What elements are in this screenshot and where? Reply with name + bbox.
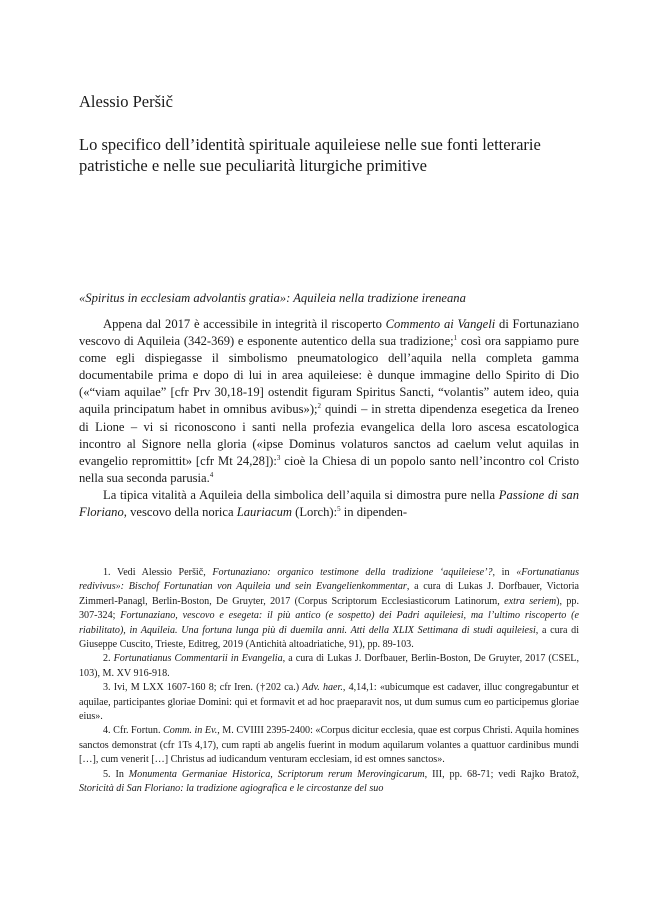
footnote-ref-4[interactable]: 4 <box>209 470 214 479</box>
text-run: , a cura di Giuseppe Cuscito, Trieste, Editreg, 2019 (Antichità altoadriatiche, 91), pp. 89-103. <box>79 624 579 651</box>
italic-text-run: Fortunatianus Commentarii in Evangelia <box>113 653 283 665</box>
author-name: Alessio Peršič <box>79 92 173 111</box>
text-run: di Fortunaziano vescovo di Aquileia (342-369) e esponente autentico della sua tradizione; <box>79 317 580 349</box>
text-run: , a cura di Lukas J. Dorfbauer, Victoria Zimmerl-Panagl, Berlin-Boston, De Gruyter, 2017 (Corpus Scriptorum Ecclesiasticorum Latinorum, <box>79 581 579 607</box>
italic-text-run: Comm. in Ev. <box>163 725 218 737</box>
text-run: , in <box>492 567 517 578</box>
text-run: (Lorch): <box>292 505 338 520</box>
text-run: quindi – in stretta dipendenza esegetica da Ireneo di Lione – vi si riconoscono i santi nella profezia evangelica della loro ascesa escatologica incontro al Signore nella gloria («ipse Dominus volaturos sanctos ad caelum velut aquilas in evangelio repromittit» [cfr Mt 24,28]): <box>79 402 579 468</box>
footnote-ref-3[interactable]: 3 <box>276 453 281 462</box>
italic-text-run: Commento ai Vangeli <box>385 317 496 331</box>
text-run: , III, pp. 68-71; vedi Rajko Bratož, <box>424 768 579 780</box>
body-text <box>79 316 579 521</box>
italic-text-run: Fortunaziano, vescovo e esegeta: il più antico (e sospetto) dei Padri aquileiesi, ma l’ultimo riscoperto (e riabilitato), in Aquileia. Una fortuna lunga più di duemila anni. Atti della XLIX Settimana di studi aquileiesi <box>79 610 579 636</box>
footnote-4 <box>79 724 579 767</box>
text-run: Appena dal 2017 è accessibile in integrità il riscoperto <box>103 317 386 331</box>
italic-text-run: «Fortunatianus redivivus»: Bischof Fortunatian von Aquileia und sein Evangelienkommentar <box>79 567 579 593</box>
footnote-5 <box>79 768 579 797</box>
text-run: , 4,14,1: «ubicumque est cadaver, illuc congregabuntur et aquilae, participantes gloriae Domini: qui et formavit et ad hoc praeparavit nos, ut dum sumus cum eo participemus gloriae eius». <box>79 682 579 723</box>
text-run: 2. <box>103 653 114 665</box>
footnote-3 <box>79 681 579 724</box>
text-run: 4. Cfr. Fortun. <box>103 725 164 737</box>
italic-text-run: Storicità di San Floriano: la tradizione agiografica e le circostanze del suo <box>79 783 384 795</box>
footnote-2 <box>79 652 579 681</box>
text-run: ), pp. 307-324; <box>79 595 579 622</box>
text-run: cioè la Chiesa di un popolo santo nell’incontro col Cristo nella sua seconda parusia. <box>79 453 579 485</box>
text-run: , M. CVIIII 2395-2400: «Corpus dicitur ecclesia, quae est corpus Christi. Aquila homines sanctos demonstrat (cfr 1Ts 4,17), cum rapti ab angelis fuerint in modum aquilarum volantes a quattuor cardinibus mundi […], cum venerit […] Christus ad iudicandum venturam ecclesiam, id est omnes sanctos». <box>79 725 579 766</box>
body-paragraph-2 <box>79 487 579 521</box>
italic-text-run: extra seriem <box>504 595 557 607</box>
text-run: 1. Vedi Alessio Peršič, <box>103 567 213 578</box>
italic-text-run: Passione di san Floriano <box>79 487 579 520</box>
footnote-1 <box>79 566 579 652</box>
italic-text-run: Lauriacum <box>236 505 293 520</box>
body-paragraph-1 <box>79 316 579 487</box>
footnote-ref-5[interactable]: 5 <box>337 504 341 513</box>
text-run: così ora sappiamo pure come egli dispiegasse il simbolismo pneumatologico dell’aquila nella completa gamma documentabile prima e dopo di lui in area aquileiese: è dunque immagine dello Spirito di Dio («“viam aquilae” [cfr Prv 30,18-19] ostendit figuram Spiritus Sancti, “volantis” autem ideo, quia aquila principatum habet in omnibus avibus»); <box>79 334 579 417</box>
text-run: in dipenden- <box>340 505 408 520</box>
footnotes <box>79 566 579 797</box>
section-heading: «Spiritus in ecclesiam advolantis gratia»: Aquileia nella tradizione ireneana <box>79 291 466 305</box>
text-run: 3. Ivi, M LXX 1607-160 8; cfr Iren. (†202 ca.) <box>103 682 303 694</box>
italic-text-run: Fortunaziano: organico testimone della tradizione ‘aquileiese’? <box>212 567 493 578</box>
text-run: , vescovo della norica <box>123 505 237 520</box>
text-run: 5. In <box>103 768 129 780</box>
footnote-ref-1[interactable]: 1 <box>453 333 458 342</box>
italic-text-run: Monumenta Germaniae Historica, Scriptorum rerum Merovingicarum <box>128 768 425 780</box>
text-run: La tipica vitalità a Aquileia della simbolica dell’aquila si dimostra pure nella <box>103 487 499 502</box>
article-title: Lo specifico dell’identità spirituale aquileiese nelle sue fonti letterarie patristiche e nelle sue peculiarità liturgiche primitive <box>79 135 541 175</box>
italic-text-run: Adv. haer. <box>302 682 343 694</box>
text-run: , a cura di Lukas J. Dorfbauer, Berlin-Boston, De Gruyter, 2017 (CSEL, 103), M. XV 916-918. <box>79 653 579 679</box>
footnote-ref-2[interactable]: 2 <box>317 402 322 411</box>
